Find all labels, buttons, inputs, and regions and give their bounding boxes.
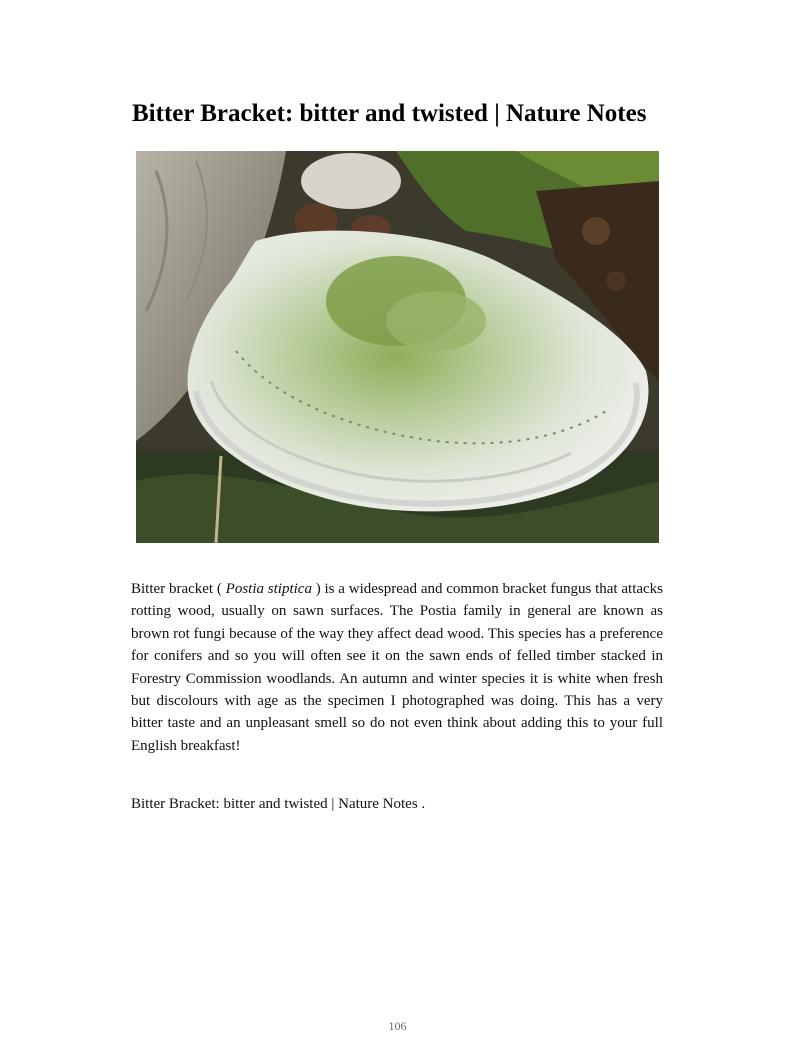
species-name: Postia stiptica xyxy=(225,581,312,597)
paragraph-intro: Bitter bracket ( xyxy=(131,581,226,597)
bracket-fungus-photo xyxy=(136,151,659,543)
article-paragraph xyxy=(131,578,663,757)
source-reference: Bitter Bracket: bitter and twisted | Nature Notes . xyxy=(131,796,426,812)
paragraph-body: ) is a widespread and common bracket fungus that attacks rotting wood, usually on sawn surfaces. The Postia family in general are known as brown rot fungi because of the way they affect dead wood. This species has a preference for conifers and so you will often see it on the sawn ends of felled timber stacked in Forestry Commission woodlands. An autumn and winter species it is white when fresh but discolours with age as the specimen I photographed was doing. This has a very bitter taste and an unpleasant smell so do not even think about adding this to your full English breakfast! xyxy=(131,581,664,754)
page-number: 106 xyxy=(388,1019,407,1033)
page-title: Bitter Bracket: bitter and twisted | Nature Notes xyxy=(132,100,647,127)
